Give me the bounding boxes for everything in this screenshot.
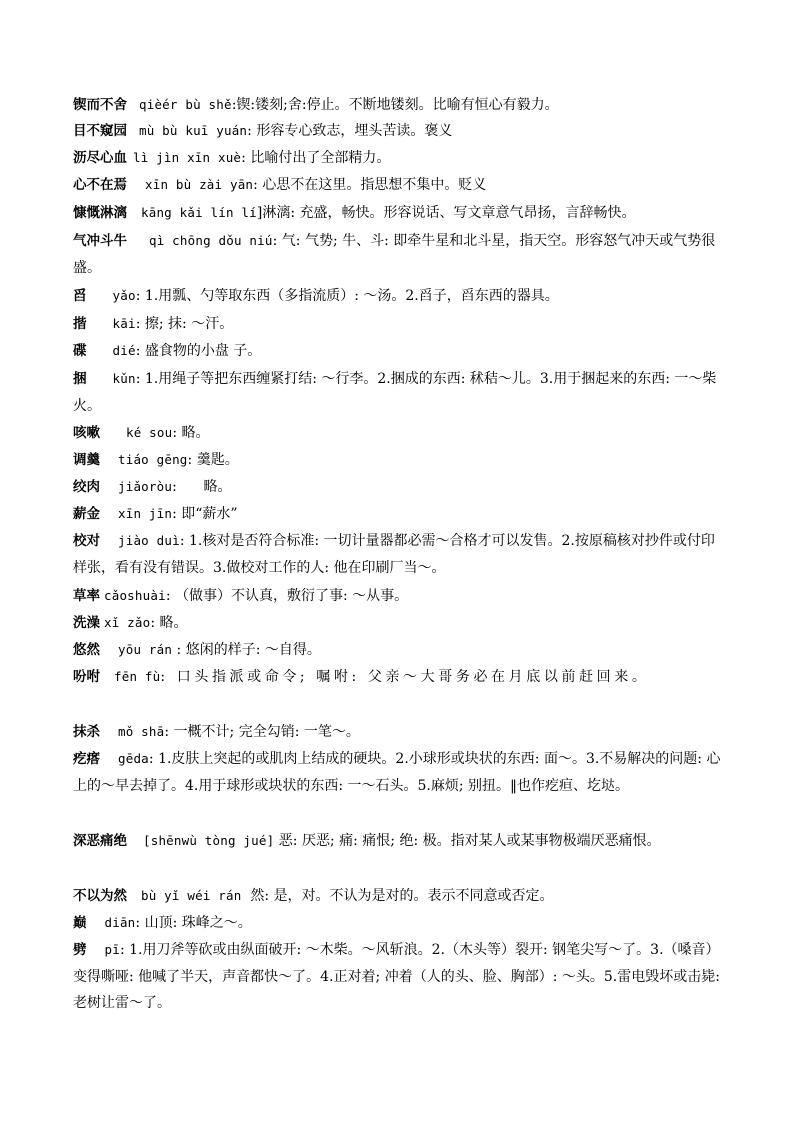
- entry-term: 深恶痛绝: [73, 833, 127, 849]
- entry-definition: : 盛食物的小盘 子。: [135, 343, 262, 359]
- entry-definition: : 形容专心致志，埋头苦读。褒义: [247, 123, 453, 139]
- entry-jiaorou: [73, 474, 723, 501]
- entry-kangkailinli: [73, 200, 723, 227]
- entry-die: [73, 338, 723, 365]
- entry-definition: : 略。: [172, 425, 210, 441]
- entry-term: 咳嗽: [73, 425, 100, 441]
- entry-definition: :锲:镂刻;舍:停止。不断地镂刻。比喻有恒心有毅力。: [231, 97, 559, 113]
- entry-pinyin: qièér bù shě: [139, 97, 232, 112]
- entry-tiaogeng: [73, 447, 723, 474]
- entry-definition: : 山顶: 珠峰之～。: [135, 915, 252, 931]
- entry-term: 抹杀: [73, 724, 100, 740]
- entry-definition: : 口头指派或命令; 嘱咐: 父亲～大哥务必在月底以前赶回来。: [160, 669, 650, 685]
- entry-definition: : 略。: [172, 479, 232, 495]
- entry-definition: : 略。: [150, 615, 188, 631]
- entry-pinyin: qì chōng dǒu niú: [149, 233, 273, 248]
- entry-definition: 然: 是，对。不认为是对的。表示不同意或否定。: [241, 888, 554, 904]
- entry-pinyin: mù bù kuī yuán: [139, 123, 248, 138]
- entry-qieerbushe: [73, 92, 723, 119]
- entry-definition: ]淋漓: 充盛，畅快。形容说话、写文章意气昂扬，言辞畅快。: [256, 205, 636, 221]
- entry-definition: : 1.皮肤上突起的或肌肉上结成的硬块。2.小球形或块状的东西: 面～。3.不易解决的问题: 心上的～早去掉了。4.用于球形或块状的东西: 一～石头。5.麻烦; 别扭。‖也作疙疸、圪垯。: [73, 751, 721, 794]
- entry-definition: 恶: 厌恶; 痛: 痛恨; 绝: 极。指对某人或某事物极端厌恶痛恨。: [274, 833, 661, 849]
- entry-definition: : 一概不计; 完全勾销: 一笔～。: [164, 724, 360, 740]
- entry-term: 吩咐: [73, 669, 100, 685]
- entry-pinyin: gēda: [118, 751, 149, 766]
- entry-pinyin: pī: [104, 942, 120, 957]
- entry-pi: [73, 937, 723, 1017]
- entry-pinyin: bù yǐ wéi rán: [141, 888, 242, 903]
- entry-pinyin: tiáo gēng: [118, 452, 188, 467]
- entry-xinjin: [73, 501, 723, 528]
- entry-kai: [73, 311, 723, 338]
- entry-pinyin: jiǎoròu: [118, 479, 173, 494]
- entry-term: 调羹: [73, 452, 100, 468]
- entry-xizao: [73, 610, 723, 637]
- entry-kun: [73, 366, 723, 419]
- entry-pinyin: yǎo: [112, 288, 136, 303]
- entry-term: 碟: [73, 343, 87, 359]
- entry-yao: [73, 283, 723, 310]
- entry-mosha: [73, 719, 723, 746]
- entry-definition: : 气: 气势; 牛、斗: 即牵牛星和北斗星，指天空。形容怒气冲天或气势很盛。: [73, 233, 716, 276]
- entry-pinyin: mǒ shā: [118, 724, 165, 739]
- entry-jiaodui: [73, 528, 723, 581]
- entry-pinyin: kāi: [112, 316, 136, 331]
- entry-term: 捆: [73, 371, 87, 387]
- entry-term: 气冲斗牛: [73, 233, 127, 249]
- entry-qichongdouniu: [73, 228, 723, 281]
- entry-shenwutongjue: [73, 828, 723, 855]
- entry-term: 沥尽心血: [73, 150, 127, 166]
- entry-fenfu: [73, 664, 723, 691]
- entry-buyiweiran: [73, 883, 723, 910]
- entry-term: 洗澡: [73, 615, 100, 631]
- entry-caoshuai: [73, 583, 723, 610]
- entry-term: 不以为然: [73, 888, 127, 904]
- entry-mubukuiyuan: [73, 118, 723, 145]
- entry-term: 目不窥园: [73, 123, 127, 139]
- entry-pinyin: diān: [104, 915, 136, 930]
- entry-pinyin: ké sou: [126, 425, 173, 440]
- entry-definition: : 1.用刀斧等砍或由纵面破开: ～木柴。～风斩浪。2.（木头等）裂开: 钢笔尖写～了。3.（嗓音）变得嘶哑: 他喊了半天，声音都快～了。4.正对着; 冲着（人的头、脸、胸部）: ～头。5.雷电毁坏或击毙: 老树让雷～了。: [73, 942, 720, 1011]
- entry-definition: : 1.用瓢、勺等取东西（多指流质）: ～汤。2.舀子，舀东西的器具。: [135, 288, 559, 304]
- entry-kesou: [73, 420, 723, 447]
- entry-pinyin: kǔn: [112, 371, 136, 386]
- entry-pinyin: lì jìn xīn xuè: [133, 150, 242, 165]
- entry-pinyin: cǎoshuài: [104, 588, 166, 603]
- entry-geda: [73, 746, 723, 799]
- entry-term: 悠然: [73, 642, 100, 658]
- entry-definition: : 1.核对是否符合标准: 一切计量器都必需～合格才可以发售。2.按原稿核对抄件或付印样张，看有没有错误。3.做校对工作的人: 他在印刷厂当～。: [73, 533, 715, 576]
- entry-pinyin: xǐ zǎo: [104, 615, 151, 630]
- entry-term: 薪金: [73, 506, 100, 522]
- entry-term: 揩: [73, 316, 87, 332]
- entry-definition: : 擦; 抹: ～汗。: [135, 316, 234, 332]
- entry-definition: : 1.用绳子等把东西缠紧打结: ～行李。2.捆成的东西: 秫秸～儿。3.用于捆起来的东西: 一～柴火。: [73, 371, 717, 414]
- entry-lijinxinxue: [73, 145, 723, 172]
- entry-term: 草率: [73, 588, 100, 604]
- entry-definition: : 羹匙。: [187, 452, 239, 468]
- entry-term: 心不在焉: [73, 177, 127, 193]
- entry-pinyin: fēn fù: [114, 669, 161, 684]
- entry-pinyin: jiào duì: [118, 533, 180, 548]
- entry-dian: [73, 910, 723, 937]
- entry-definition: : 悠闲的样子: ～自得。: [172, 642, 321, 658]
- entry-pinyin: yōu rán: [118, 642, 173, 657]
- entry-definition: : （做事）不认真，敷衍了事: ～从事。: [165, 588, 409, 604]
- entry-term: 疙瘩: [73, 751, 100, 767]
- entry-term: 校对: [73, 533, 100, 549]
- entry-term: 劈: [73, 942, 87, 958]
- entry-definition: : 心思不在这里。指思想不集中。贬义: [253, 177, 487, 193]
- entry-xinbuzaiyan: [73, 172, 723, 199]
- entry-pinyin: xīn jīn: [118, 506, 173, 521]
- entry-term: 舀: [73, 288, 87, 304]
- entry-definition: : 即“薪水”: [172, 506, 238, 522]
- entry-pinyin: [shēnwù tòng jué]: [143, 833, 275, 848]
- entry-pinyin: dié: [112, 343, 136, 358]
- entry-term: 慷慨淋漓: [73, 205, 127, 221]
- entry-definition: : 比喻付出了全部精力。: [241, 150, 391, 166]
- entry-pinyin: xīn bù zài yān: [145, 177, 254, 192]
- entry-term: 绞肉: [73, 479, 100, 495]
- entry-term: 巅: [73, 915, 87, 931]
- entry-term: 锲而不舍: [73, 97, 127, 113]
- entry-pinyin: kāng kǎi lín lí: [141, 205, 257, 220]
- entry-youran: [73, 637, 723, 664]
